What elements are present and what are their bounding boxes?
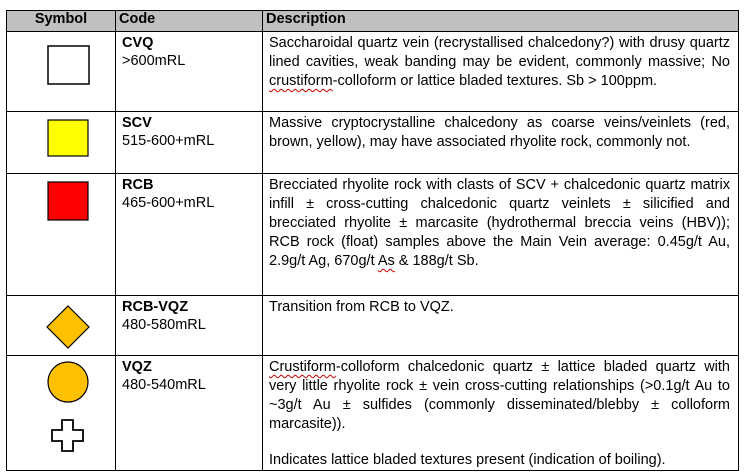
code-cell (116, 174, 263, 296)
yellow-square-icon (31, 112, 91, 168)
orange-circle-icon (31, 356, 91, 460)
code-cell (116, 296, 263, 356)
header-row (7, 11, 739, 32)
code-cell (116, 32, 263, 112)
description-text: Saccharoidal quartz vein (recrystallised chalcedony?) with drusy quartz lined cavities, weak banding may be evident, commonly massive; No (269, 35, 730, 70)
code-level: 515-600+mRL (122, 133, 215, 149)
code-cell (116, 112, 263, 174)
red-square-icon (31, 174, 91, 230)
code-name: RCB-VQZ (122, 299, 189, 315)
header-code: Code (116, 11, 263, 32)
header-symbol: Symbol (7, 11, 116, 32)
symbol-cell (7, 32, 116, 112)
code-level: 480-540mRL (122, 377, 206, 393)
symbol-cell (7, 174, 116, 296)
table-row (7, 32, 739, 112)
code-name: RCB (122, 177, 154, 193)
description-text: & 188g/t Sb. (394, 253, 479, 269)
description-cell (263, 356, 739, 471)
code-name: CVQ (122, 35, 154, 51)
code-level: >600mRL (122, 53, 186, 69)
table-row (7, 112, 739, 174)
white-cross-icon (52, 420, 83, 451)
description-text: Massive cryptocrystalline chalcedony as coarse veins/veinlets (red, brown, yellow), may have associated rhyolite rock, commonly not. (269, 115, 730, 150)
description-cell (263, 296, 739, 356)
extra-description-text: Indicates lattice bladed textures present (indication of boiling). (269, 452, 666, 468)
spellcheck-word: crustiform (269, 73, 333, 89)
description-text: Transition from RCB to VQZ. (269, 299, 454, 315)
code-level: 480-580mRL (122, 317, 206, 333)
code-level: 465-600+mRL (122, 195, 215, 211)
code-cell (116, 356, 263, 471)
code-name: VQZ (122, 359, 152, 375)
description-cell (263, 32, 739, 112)
table-row (7, 296, 739, 356)
spellcheck-word: As (377, 253, 395, 269)
orange-diamond-icon (31, 296, 91, 352)
symbol-cell (7, 296, 116, 356)
table-row (7, 356, 739, 471)
header-description: Description (263, 11, 739, 32)
code-name: SCV (122, 115, 152, 131)
symbol-cell (7, 356, 116, 471)
description-text: Brecciated rhyolite rock with clasts of SCV + chalcedonic quartz matrix infill ± cross-cutting chalcedonic quartz veinlets ± silicified and brecciated rhyolite ± marcasite (hydrothermal breccia veins (HBV)); RCB rock (float) samples above the Main Vein average: 0.45g/t Au, 2.9g/t Ag, 670g/t (269, 177, 730, 269)
table-row (7, 174, 739, 296)
legend-table (6, 10, 739, 471)
spellcheck-word: Crustiform (269, 359, 336, 375)
description-text: -colloform or lattice bladed textures. Sb > 100ppm. (332, 73, 658, 89)
symbol-cell (7, 112, 116, 174)
description-cell (263, 112, 739, 174)
white-square-icon (31, 38, 91, 98)
description-text: -colloform chalcedonic quartz ± lattice bladed quartz with very little rhyolite rock ± vein cross-cutting relationships (>0.1g/t Au to ~3g/t Au ± sulfides (commonly disseminated/blebby ± colloform marcasite)). (269, 359, 730, 432)
description-cell (263, 174, 739, 296)
